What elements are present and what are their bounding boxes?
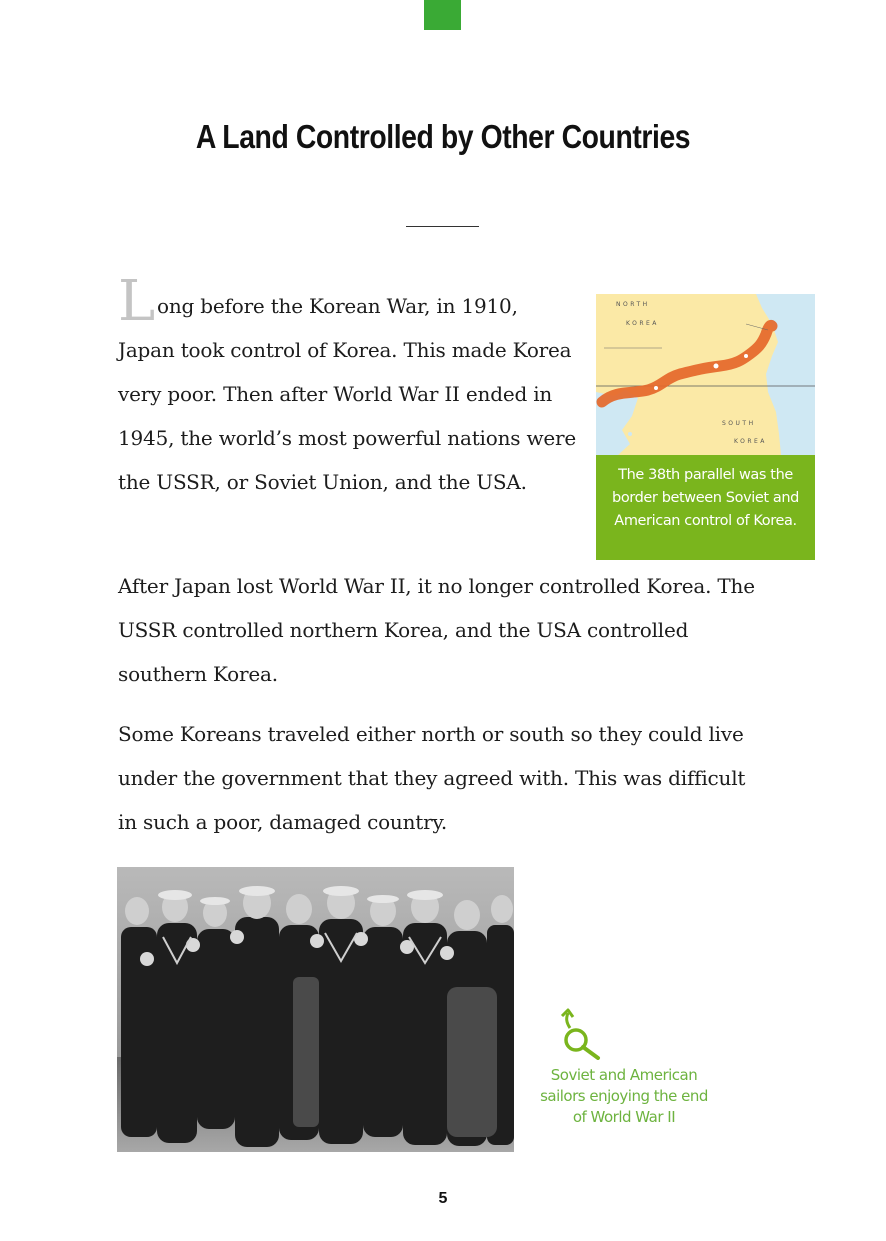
map-label-south-1: SOUTH — [722, 420, 756, 427]
sailors-photo — [117, 867, 514, 1152]
drop-cap: L — [118, 269, 155, 334]
paragraph-1 — [118, 269, 578, 504]
paragraph-2: After Japan lost World War II, it no longer controlled Korea. The USSR controlled northern Korea, and the USA controlled southern Korea. — [118, 574, 755, 686]
section-tab — [424, 0, 461, 30]
magnifier-arrow-icon — [558, 1008, 604, 1060]
paragraph-1-text: ong before the Korean War, in 1910, Japan took control of Korea. This made Korea very poor. Then after World War II ended in 1945, the world’s most powerful nations were the USSR, or Soviet Union, and the USA. — [118, 294, 577, 494]
map-label-south-2: KOREA — [734, 438, 767, 445]
map-caption: The 38th parallel was the border between Soviet and American control of Korea. — [596, 455, 815, 560]
page-title: A Land Controlled by Other Countries — [195, 118, 691, 155]
page-number: 5 — [438, 1190, 448, 1207]
map-label-north-2: KOREA — [626, 320, 659, 327]
paragraph-3: Some Koreans traveled either north or south so they could live under the government that they agreed with. This was difficult in such a poor, damaged country. — [118, 722, 746, 834]
photo-caption: Soviet and American sailors enjoying the end of World War II — [540, 1066, 708, 1126]
title-divider — [406, 226, 479, 227]
map-label-north-1: NORTH — [616, 301, 650, 308]
korea-map — [596, 294, 815, 455]
map-figure — [596, 294, 815, 560]
